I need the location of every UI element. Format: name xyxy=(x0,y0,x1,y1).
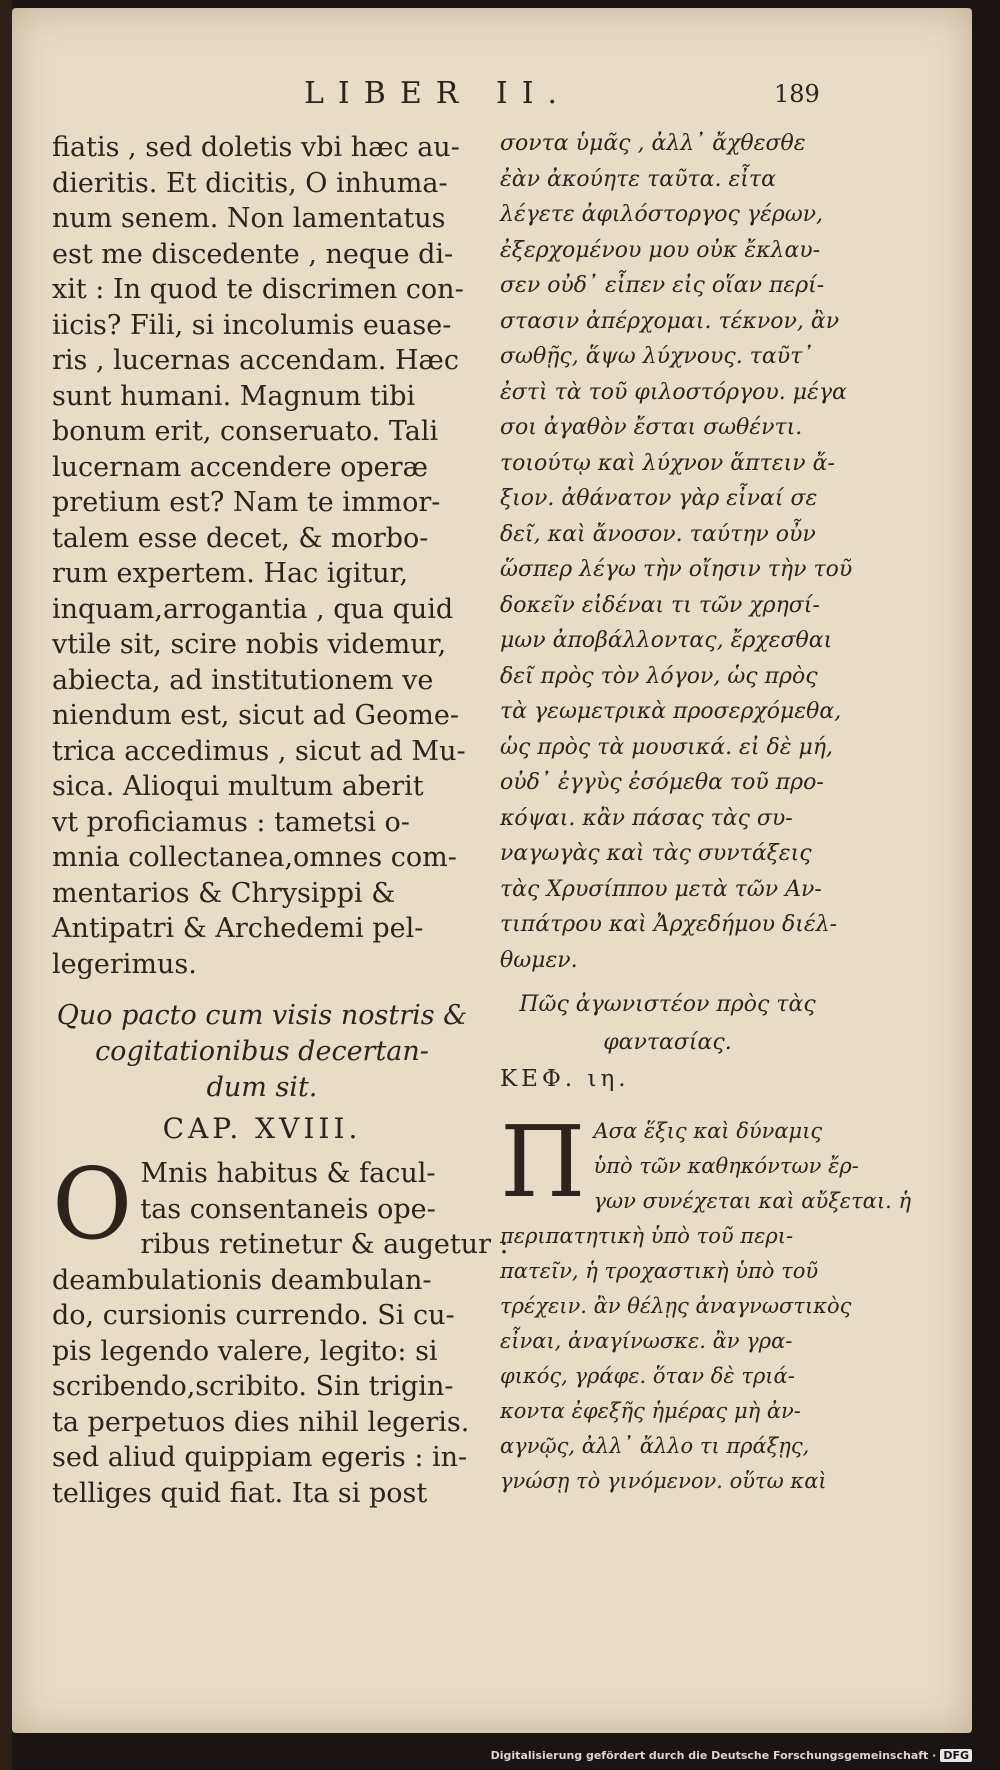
text-line: τὰ γεωμετρικὰ προσερχόμεθα, xyxy=(500,699,842,724)
text-line: φικός, γράφε. ὅταν δὲ τριά- xyxy=(500,1364,795,1388)
title-line: Πῶς ἀγωνιστέον πρὸς τὰς xyxy=(519,992,816,1017)
text-line: trica accedimus , sicut ad Mu- xyxy=(52,735,466,767)
latin-column-bottom xyxy=(52,1148,509,1511)
text-line: talem esse decet, & morbo- xyxy=(52,522,429,554)
text-line: Antipatri & Archedemi pel- xyxy=(52,913,424,944)
greek-column-bottom xyxy=(500,1106,912,1499)
credit-text: Digitalisierung gefördert durch die Deutsche Forschungsgemeinschaft · xyxy=(490,1749,937,1762)
text-line: abiecta, ad institutionem ve xyxy=(52,664,434,696)
text-line: τρέχειν. ἂν θέλῃς ἀναγνωστικὸς xyxy=(500,1294,852,1318)
text-line: ναγωγὰς καὶ τὰς συντάξεις xyxy=(500,841,812,866)
text-line: fiatis , sed doletis vbi hæc au- xyxy=(52,132,460,163)
text-line: dieritis. Et dicitis, O inhuma- xyxy=(52,167,448,199)
text-line: ta perpetuos dies nihil legeris. xyxy=(52,1406,470,1438)
text-line: στασιν ἀπέρχομαι. τέκνον, ἂν xyxy=(500,308,840,334)
title-line: cogitationibus decertan- xyxy=(95,1036,429,1067)
text-line: lucernam accendere operæ xyxy=(52,451,428,483)
text-line: bonum erit, conseruato. Tali xyxy=(52,416,439,447)
text-line: scribendo,scribito. Sin trigin- xyxy=(52,1371,454,1402)
text-line: sica. Alioqui multum aberit xyxy=(52,771,424,802)
text-line: inquam,arrogantia , qua quid xyxy=(52,593,454,625)
page-edge xyxy=(0,0,12,1770)
text-line: tas consentaneis ope- xyxy=(140,1193,436,1225)
greek-column-top xyxy=(500,126,853,978)
text-line: pretium est? Nam te immor- xyxy=(52,487,441,518)
text-line: xit : In quod te discrimen con- xyxy=(52,274,464,305)
text-line: τὰς Χρυσίππου μετὰ τῶν Αν- xyxy=(500,876,822,902)
text-line: vtile sit, scire nobis videmur, xyxy=(52,629,447,660)
greek-dropcap: Π xyxy=(500,1106,586,1220)
text-line: num senem. Non lamentatus xyxy=(52,203,446,234)
text-line: telliges quid fiat. Ita si post xyxy=(52,1477,428,1509)
text-line: niendum est, sicut ad Geome- xyxy=(52,700,460,731)
text-line: ξιον. ἀθάνατον γὰρ εἶναί σε xyxy=(500,486,818,511)
text-line: est me discedente , neque di- xyxy=(52,238,454,270)
text-line: θωμεν. xyxy=(500,947,578,973)
title-line: φαντασίας. xyxy=(603,1030,732,1055)
text-line: do, cursionis currendo. Si cu- xyxy=(52,1300,455,1331)
digitization-credit xyxy=(491,1749,972,1762)
text-line: εἶναι, ἀναγίνωσκε. ἂν γρα- xyxy=(500,1329,793,1353)
dfg-logo: DFG xyxy=(940,1749,972,1762)
text-line: mentarios & Chrysippi & xyxy=(52,877,396,909)
text-line: περιπατητικὴ ὑπὸ τοῦ περι- xyxy=(500,1224,794,1248)
text-line: δεῖ, καὶ ἄνοσον. ταύτην οὖν xyxy=(500,521,816,547)
text-line: δεῖ πρὸς τὸν λόγον, ὡς πρὸς xyxy=(500,663,818,689)
text-line: legerimus. xyxy=(52,948,197,980)
text-line: οὐδ᾽ ἐγγὺς ἐσόμεθα τοῦ προ- xyxy=(500,770,824,795)
text-line: γων συνέχεται καὶ αὔξεται. ἡ xyxy=(593,1189,912,1213)
text-line: sed aliud quippiam egeris : in- xyxy=(52,1442,468,1473)
text-line: pis legendo valere, legito: si xyxy=(52,1335,438,1367)
text-line: ὑπὸ τῶν καθηκόντων ἔρ- xyxy=(593,1154,859,1178)
text-line: Ασα ἕξις καὶ δύναμις xyxy=(593,1119,823,1143)
text-line: δοκεῖν εἰδέναι τι τῶν χρησί- xyxy=(500,592,820,618)
text-line: σοι ἀγαθὸν ἔσται σωθέντι. xyxy=(500,415,803,440)
text-line: ἐξερχομένου μου οὐκ ἔκλαυ- xyxy=(500,237,821,263)
text-line: ribus retinetur & augetur : xyxy=(140,1229,509,1260)
text-line: rum expertem. Hac igitur, xyxy=(52,558,409,589)
text-line: vt proficiamus : tametsi o- xyxy=(52,806,410,838)
text-line: κόψαι. κἂν πάσας τὰς συ- xyxy=(500,805,793,831)
text-line: σοντα ὑμᾶς , ἀλλ᾽ ἄχθεσθε xyxy=(500,131,806,156)
greek-chapter-title xyxy=(500,986,835,1062)
latin-dropcap: O xyxy=(52,1148,133,1262)
text-line: ἐστὶ τὰ τοῦ φιλοστόργου. μέγα xyxy=(500,379,847,405)
title-line: dum sit. xyxy=(206,1072,318,1103)
text-line: ὥσπερ λέγω τὴν οἴησιν τὴν τοῦ xyxy=(500,557,853,582)
running-head xyxy=(12,76,972,120)
text-line: ὡς πρὸς τὰ μουσικά. εἰ δὲ μή, xyxy=(500,734,833,760)
text-line: ris , lucernas accendam. Hæc xyxy=(52,345,460,376)
text-line: τοιούτῳ καὶ λύχνον ἅπτειν ἄ- xyxy=(500,450,835,476)
greek-chapter-label: ΚΕΦ. ιη. xyxy=(500,1066,630,1092)
latin-chapter-label: CAP. XVIII. xyxy=(162,1112,362,1145)
text-line: mnia collectanea,omnes com- xyxy=(52,842,457,873)
running-title: LIBER II. xyxy=(304,76,572,111)
text-line: κοντα ἐφεξῆς ἡμέρας μὴ ἀν- xyxy=(500,1399,801,1423)
text-line: sunt humani. Magnum tibi xyxy=(52,380,416,412)
text-line: deambulationis deambulan- xyxy=(52,1264,432,1296)
latin-chapter-title xyxy=(52,998,472,1106)
text-line: iicis? Fili, si incolumis euase- xyxy=(52,309,452,341)
text-line: αγνῷς, ἀλλ᾽ ἄλλο τι πράξῃς, xyxy=(500,1434,810,1458)
text-line: γνώσῃ τὸ γινόμενον. οὕτω καὶ xyxy=(500,1469,827,1493)
text-line: σεν οὐδ᾽ εἶπεν εἰς οἵαν περί- xyxy=(500,273,825,298)
text-line: μων ἀποβάλλοντας, ἔρχεσθαι xyxy=(500,628,833,653)
title-line: Quo pacto cum visis nostris & xyxy=(56,1000,468,1031)
book-page xyxy=(12,8,972,1733)
text-line: τιπάτρου καὶ Ἀρχεδήμου διέλ- xyxy=(500,912,838,937)
page-number: 189 xyxy=(774,80,820,108)
text-line: πατεῖν, ἡ τροχαστικὴ ὑπὸ τοῦ xyxy=(500,1259,819,1283)
text-line: ἐὰν ἀκούητε ταῦτα. εἶτα xyxy=(500,166,776,192)
text-line: σωθῇς, ἅψω λύχνους. ταῦτ᾽ xyxy=(500,344,814,369)
text-line: Mnis habitus & facul- xyxy=(140,1158,436,1189)
latin-column-top xyxy=(52,130,472,982)
text-line: λέγετε ἀφιλόστοργος γέρων, xyxy=(500,202,824,227)
